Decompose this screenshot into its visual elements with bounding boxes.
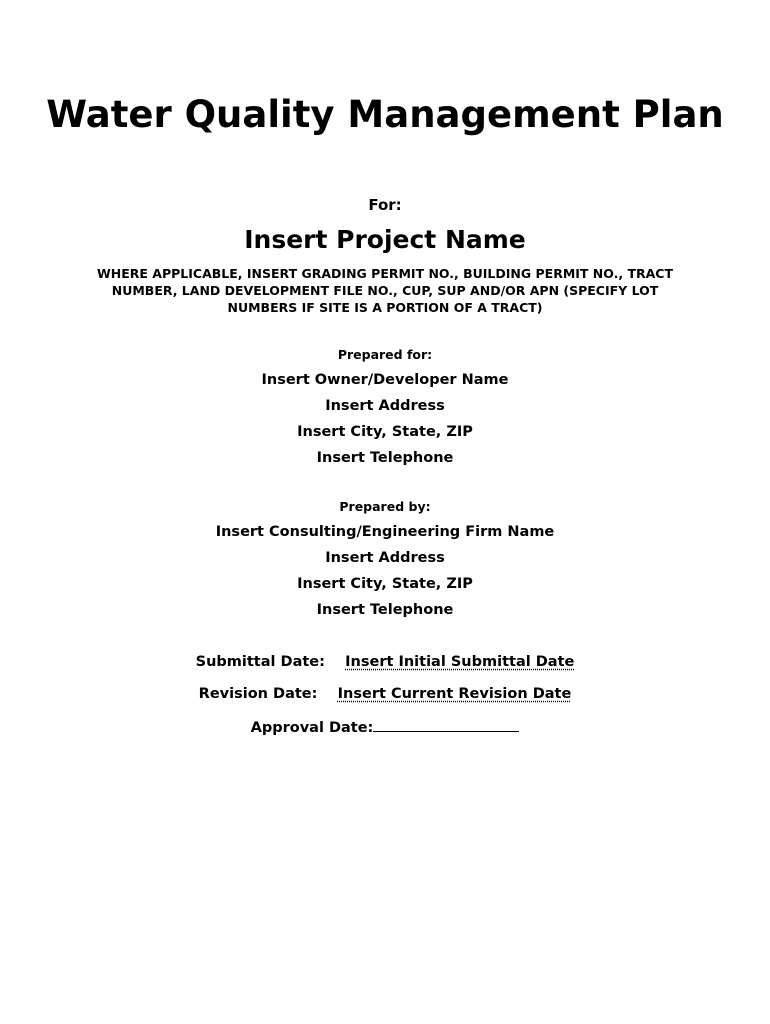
approval-date-label: Approval Date: (250, 720, 374, 736)
revision-date-field[interactable]: Insert Current Revision Date (337, 686, 572, 702)
document-title: Water Quality Management Plan (46, 93, 724, 136)
revision-date-label: Revision Date: (198, 686, 318, 702)
owner-name: Insert Owner/Developer Name (261, 372, 509, 388)
submittal-date-row (0, 653, 770, 671)
approval-date-blank-line[interactable] (373, 717, 519, 732)
firm-name: Insert Consulting/Engineering Firm Name (215, 524, 555, 540)
owner-city-state-zip: Insert City, State, ZIP (297, 424, 473, 440)
submittal-date-label: Submittal Date: (195, 654, 325, 670)
prepared-by-label: Prepared by: (339, 499, 431, 514)
owner-address: Insert Address (325, 398, 445, 414)
owner-telephone: Insert Telephone (316, 450, 454, 466)
firm-address: Insert Address (325, 550, 445, 566)
approval-date-row (0, 717, 770, 737)
for-label: For: (368, 196, 402, 214)
permit-note: WHERE APPLICABLE, INSERT GRADING PERMIT NO., BUILDING PERMIT NO., TRACT NUMBER, LAND DEVELOPMENT FILE NO., CUP, SUP AND/OR APN (SPECIFY LOT NUMBERS IF SITE IS A PORTION OF A TRACT) (97, 266, 673, 315)
firm-telephone: Insert Telephone (316, 602, 454, 618)
firm-city-state-zip: Insert City, State, ZIP (297, 576, 473, 592)
submittal-date-field[interactable]: Insert Initial Submittal Date (345, 654, 575, 670)
prepared-for-label: Prepared for: (337, 347, 433, 362)
project-name: Insert Project Name (244, 225, 526, 254)
revision-date-row (0, 685, 770, 703)
